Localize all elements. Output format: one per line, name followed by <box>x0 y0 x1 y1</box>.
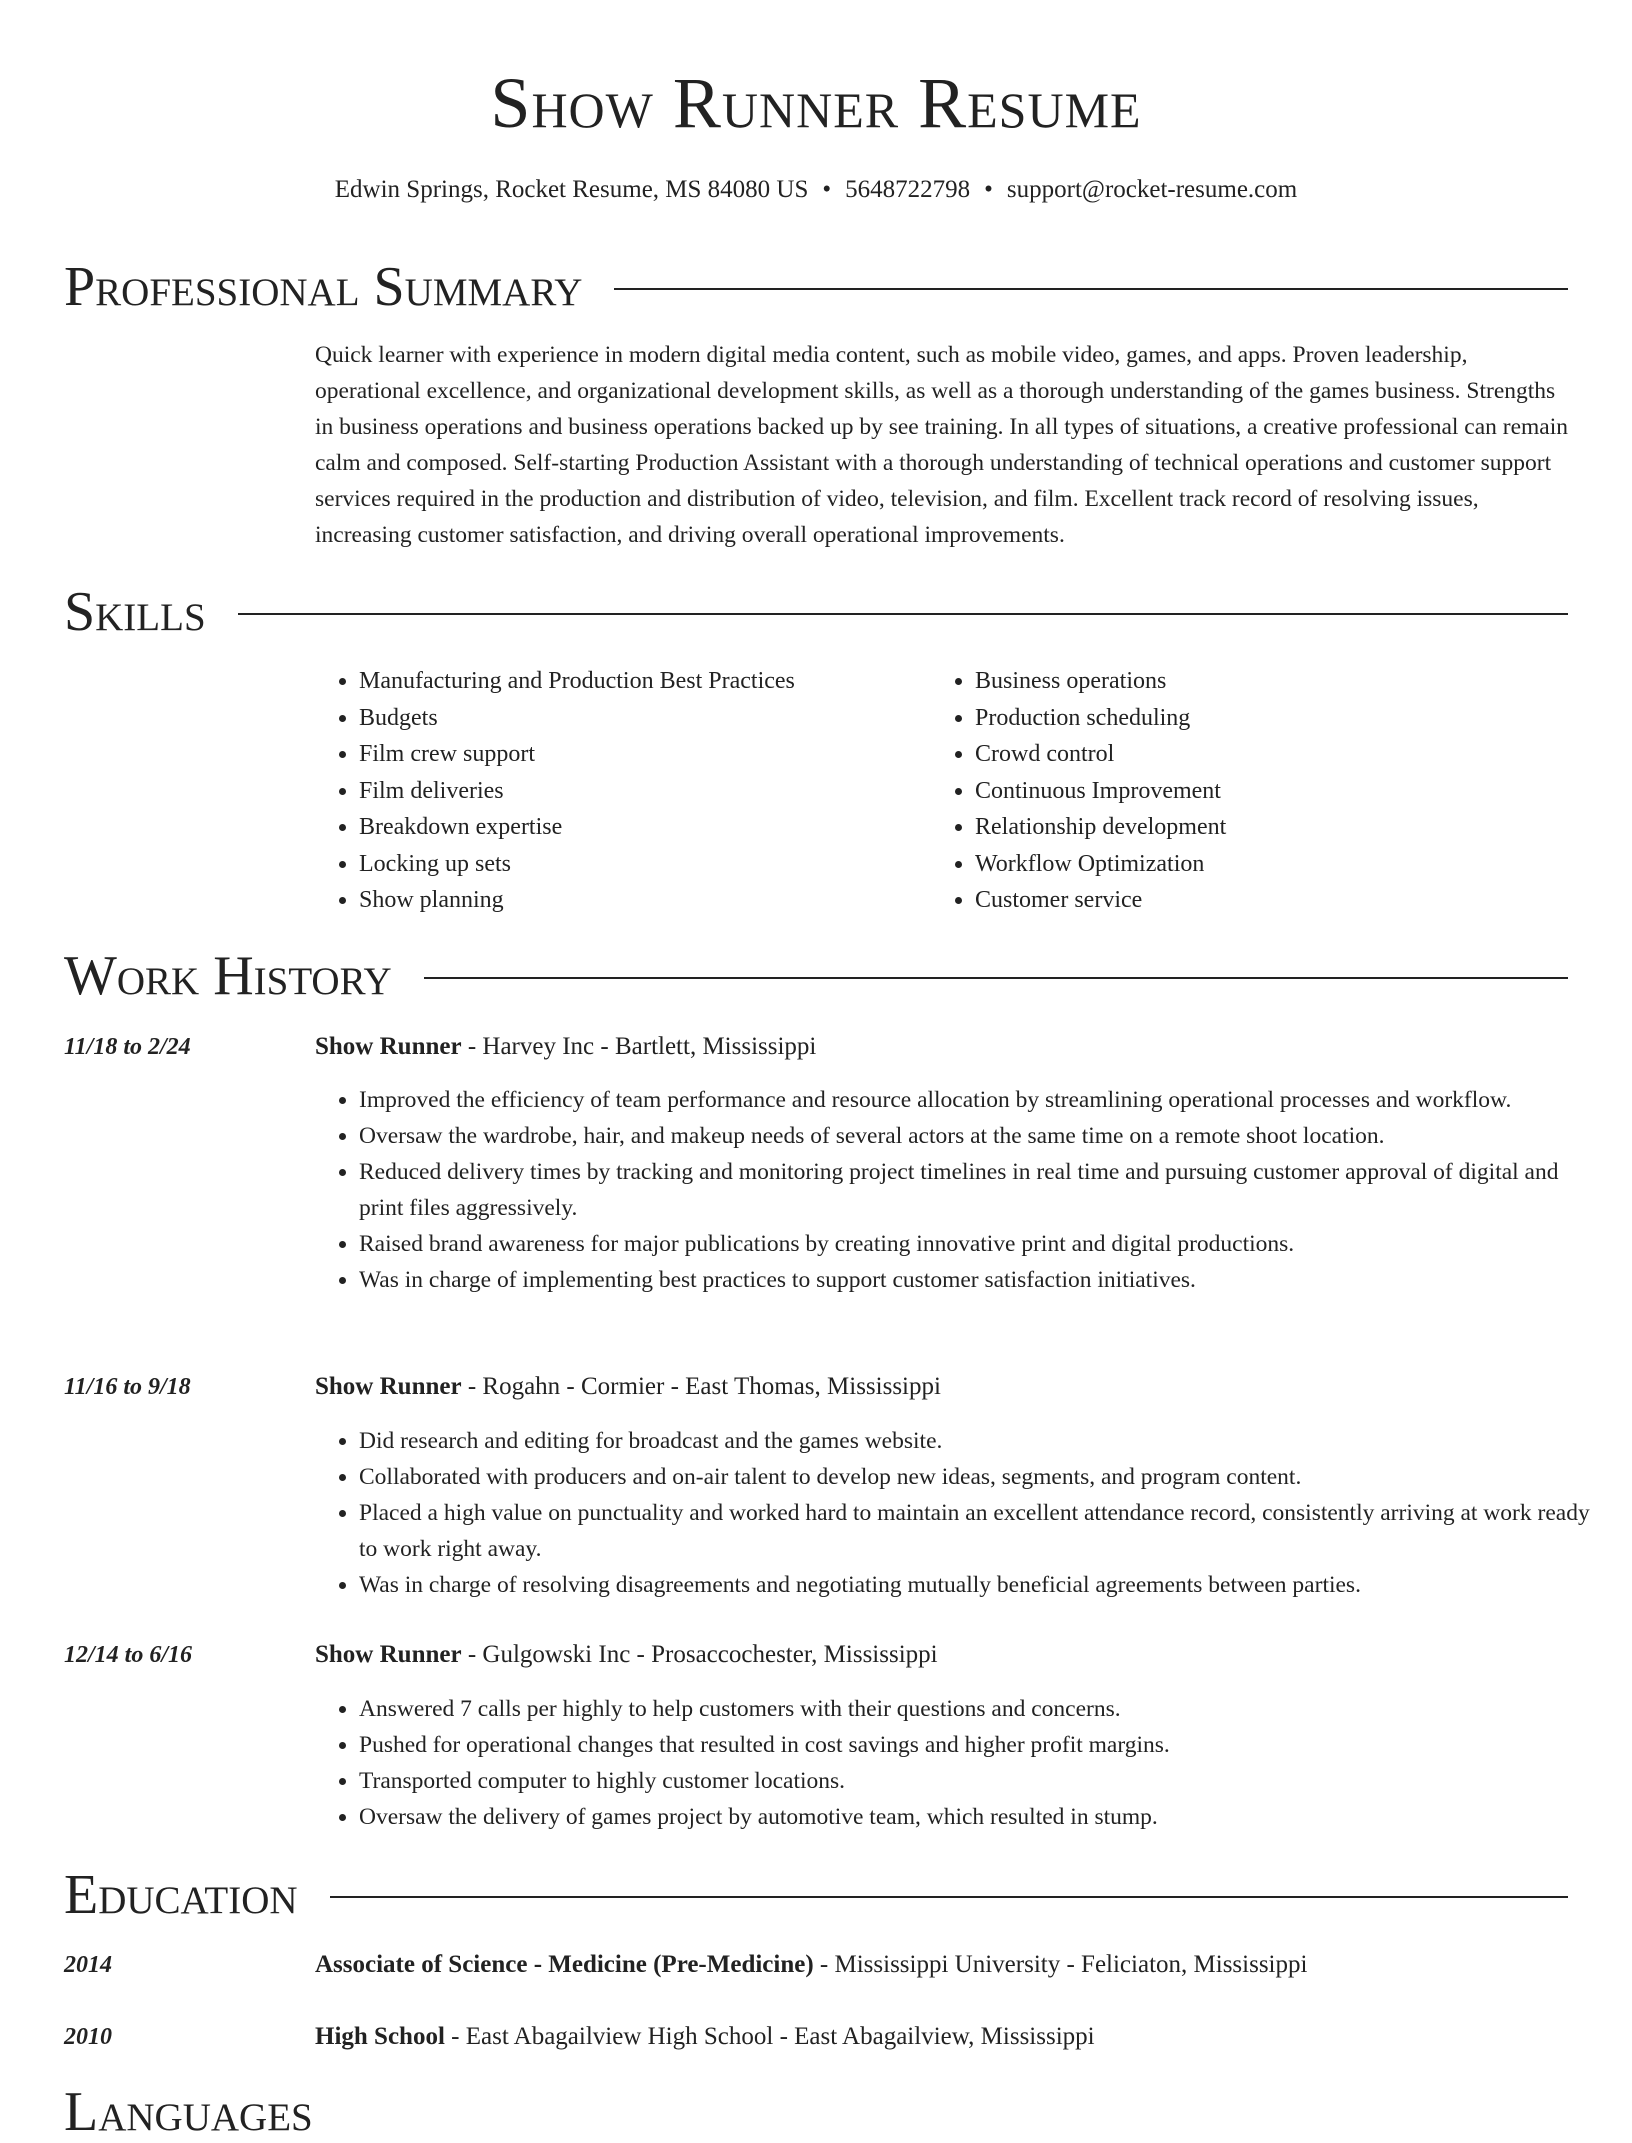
education-school: - East Abagailview High School - East Abagailview, Mississippi <box>444 2023 1095 2050</box>
job-employer: - Gulgowski Inc - Prosaccochester, Mississippi <box>461 1641 938 1668</box>
job-role: Show Runner <box>315 1641 462 1668</box>
education-entry <box>315 2020 1095 2054</box>
languages-section-header <box>64 2082 1568 2142</box>
job-bullets <box>315 1691 1599 1835</box>
skill-item: • Budgets <box>359 700 795 737</box>
contact-line <box>0 173 1632 207</box>
skills-list-left <box>315 663 795 919</box>
job-dates: 11/16 to 9/18 <box>64 1374 191 1400</box>
contact-separator: • <box>822 176 832 203</box>
job-bullet: • Oversaw the wardrobe, hair, and makeup needs of several actors at the same time on a remote shoot location. <box>359 1118 1599 1154</box>
skill-item: • Film crew support <box>359 736 795 773</box>
job-heading <box>315 1370 941 1404</box>
job-employer: - Harvey Inc - Bartlett, Mississippi <box>461 1033 817 1060</box>
education-entry <box>315 1948 1307 1982</box>
skill-item: • Manufacturing and Production Best Practices <box>359 663 795 700</box>
skills-section-header <box>64 582 1568 642</box>
section-title-summary: Professional Summary <box>64 256 583 318</box>
contact-email: support@rocket-resume.com <box>1006 176 1298 203</box>
section-divider <box>424 977 1568 979</box>
section-divider <box>238 613 1568 615</box>
job-bullet: • Pushed for operational changes that resulted in cost savings and higher profit margins. <box>359 1727 1599 1763</box>
job-bullet: • Reduced delivery times by tracking and monitoring project timelines in real time and pursuing customer approval of digital and print files aggressively. <box>359 1154 1599 1226</box>
job-dates: 12/14 to 6/16 <box>64 1642 193 1668</box>
skill-item: • Locking up sets <box>359 846 795 883</box>
contact-separator: • <box>984 176 993 203</box>
job-bullet: • Improved the efficiency of team performance and resource allocation by streamlining operational processes and workflow. <box>359 1082 1599 1118</box>
skills-list-right <box>931 663 1226 919</box>
job-heading <box>315 1638 938 1672</box>
section-title-education: Education <box>64 1864 298 1926</box>
summary-section-header <box>64 257 1568 317</box>
contact-address: Edwin Springs, Rocket Resume, MS 84080 US <box>334 176 809 203</box>
job-bullet: • Transported computer to highly customer locations. <box>359 1763 1599 1799</box>
contact-phone: 5648722798 <box>845 176 971 203</box>
job-bullets <box>315 1423 1599 1603</box>
resume-title: Show Runner Resume <box>490 63 1142 143</box>
skill-item: • Business operations <box>975 663 1226 700</box>
job-bullet: • Raised brand awareness for major publications by creating innovative print and digital productions. <box>359 1226 1599 1262</box>
job-bullets <box>315 1082 1599 1298</box>
section-title-languages: Languages <box>64 2081 313 2143</box>
job-role: Show Runner <box>315 1033 462 1060</box>
skill-item: • Show planning <box>359 882 795 919</box>
skill-item: • Production scheduling <box>975 700 1226 737</box>
education-section-header <box>64 1865 1568 1925</box>
job-bullet: • Answered 7 calls per highly to help customers with their questions and concerns. <box>359 1691 1599 1727</box>
skill-item: • Breakdown expertise <box>359 809 795 846</box>
skill-item: • Relationship development <box>975 809 1226 846</box>
job-bullet: • Was in charge of resolving disagreements and negotiating mutually beneficial agreements between parties. <box>359 1567 1599 1603</box>
education-year: 2010 <box>64 2024 112 2050</box>
education-school: - Mississippi University - Feliciaton, Mississippi <box>813 1951 1308 1978</box>
education-degree: High School <box>315 2023 445 2050</box>
summary-text: Quick learner with experience in modern digital media content, such as mobile video, games, and apps. Proven leadership, operational excellence, and organizational development skills, as well as a thorough understanding of the games business. Strengths in business operations and business operations backed up by see training. In all types of situations, a creative professional can remain calm and composed. Self-starting Production Assistant with a thorough understanding of technical operations and customer support services required in the production and distribution of video, television, and film. Excellent track record of resolving issues, increasing customer satisfaction, and driving overall operational improvements. <box>315 342 1569 548</box>
job-heading <box>315 1030 816 1064</box>
job-dates: 11/18 to 2/24 <box>64 1034 191 1060</box>
work-section-header <box>64 946 1568 1006</box>
job-bullet: • Oversaw the delivery of games project by automotive team, which resulted in stump. <box>359 1799 1599 1835</box>
skill-item: • Crowd control <box>975 736 1226 773</box>
skill-item: • Film deliveries <box>359 773 795 810</box>
section-title-work: Work History <box>64 945 392 1007</box>
job-employer: - Rogahn - Cormier - East Thomas, Mississippi <box>461 1373 941 1400</box>
job-bullet: • Did research and editing for broadcast and the games website. <box>359 1423 1599 1459</box>
skill-item: • Workflow Optimization <box>975 846 1226 883</box>
job-role: Show Runner <box>315 1373 462 1400</box>
education-year: 2014 <box>64 1952 112 1978</box>
section-divider <box>614 288 1568 290</box>
job-bullet: • Collaborated with producers and on-air talent to develop new ideas, segments, and program content. <box>359 1459 1599 1495</box>
skill-item: • Continuous Improvement <box>975 773 1226 810</box>
job-bullet: • Was in charge of implementing best practices to support customer satisfaction initiatives. <box>359 1262 1599 1298</box>
section-title-skills: Skills <box>64 581 206 643</box>
section-divider <box>330 1896 1568 1898</box>
job-bullet: • Placed a high value on punctuality and worked hard to maintain an excellent attendance record, consistently arriving at work ready to work right away. <box>359 1495 1599 1567</box>
skill-item: • Customer service <box>975 882 1226 919</box>
education-degree: Associate of Science - Medicine (Pre-Medicine) <box>315 1951 814 1978</box>
